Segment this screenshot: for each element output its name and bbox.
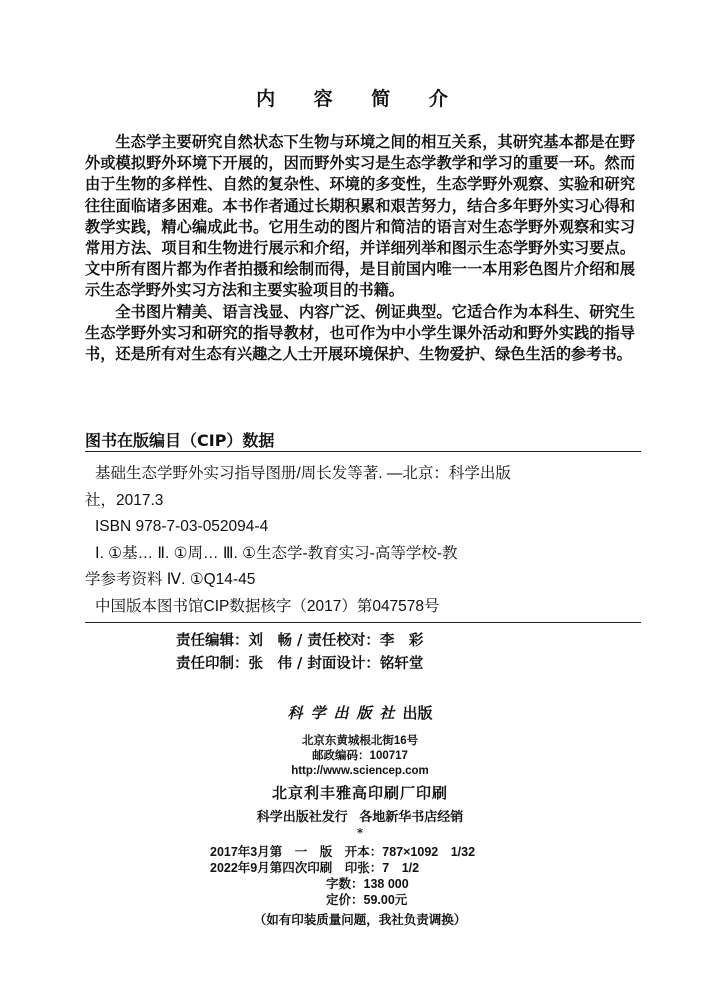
cip-line-classification-cont: 学参考资料 Ⅳ. ①Q14-45 [85,571,256,588]
cip-top-rule [85,451,641,452]
staff-editor-row: 责任编辑：刘 畅 / 责任校对：李 彩 [176,632,424,649]
staff-printing-row: 责任印制：张 伟 / 封面设计：铭轩堂 [176,655,424,672]
staff-credits [176,629,423,675]
cip-line-date: 社，2017.3 [85,491,164,509]
publisher-name: 科学出版社 [287,704,403,722]
edition-printing-row: 2022年9月第四次印刷 印张：7 1/2 [210,861,420,875]
edition-first-row: 2017年3月第 一 版 开本：787×1092 1/32 [210,845,476,859]
cip-heading: 图书在版编目（CIP）数据 [85,431,275,450]
publisher-address [0,734,720,779]
summary-paragraph-1: 生态学主要研究自然状态下生物与环境之间的相互关系，其研究基本都是在野外或模拟野外环境下开展的，因而野外实习是生态学教学和学习的重要一环。然而由于生物的多样性、自然的复杂性、环境的多变性，生态学野外观察、实验和研究往往面临诸多困难。本书作者通过长期积累和艰苦努力，结合多年野外实习心得和教学实践，精心编成此书。它用生动的图片和简洁的语言对生态学野外观察和实习常用方法、项目和生物进行展示和介绍，并详细列举和图示生态学野外实习要点。文中所有图片都为作者拍摄和绘制而得，是目前国内唯一一本用彩色图片介绍和展示生态学野外实习方法和主要实验项目的书籍。 [85,133,635,300]
content-summary [85,132,635,365]
cip-bottom-rule [85,622,641,623]
cip-block [85,461,645,620]
page-title: 内 容 简 介 [256,88,464,110]
edition-info [210,844,475,908]
address-website: http://www.sciencep.com [291,765,429,777]
address-street: 北京东黄城根北街16号 [301,735,419,747]
separator-star: * [356,826,364,840]
distribution-line: 科学出版社发行 各地新华书店经销 [256,809,464,824]
cip-line-classification: Ⅰ. ①基… Ⅱ. ①周… Ⅲ. ①生态学-教育实习-高等学校-教 [95,544,458,562]
word-count: 字数：138 000 [326,877,409,891]
publisher-line [0,702,720,723]
cip-line-isbn: ISBN 978-7-03-052094-4 [95,518,269,535]
publisher-suffix: 出版 [402,704,433,722]
cip-line-title: 基础生态学野外实习指导图册/周长发等著. —北京：科学出版 [95,465,511,482]
cip-line-record-number: 中国版本图书馆CIP数据核字（2017）第047578号 [95,597,440,615]
price: 定价：59.00元 [326,893,408,907]
summary-paragraph-2: 全书图片精美、语言浅显、内容广泛、例证典型。它适合作为本科生、研究生生态学野外实习和研究的指导教材，也可作为中小学生课外活动和野外实践的指导书，还是所有对生态有兴趣之人士开展环境保护、生物爱护、绿色生活的参考书。 [85,302,635,364]
address-postcode: 邮政编码：100717 [312,750,408,762]
quality-notice: （如有印装质量问题，我社负责调换） [253,913,467,927]
printer-line: 北京利丰雅高印刷厂印刷 [271,784,448,802]
